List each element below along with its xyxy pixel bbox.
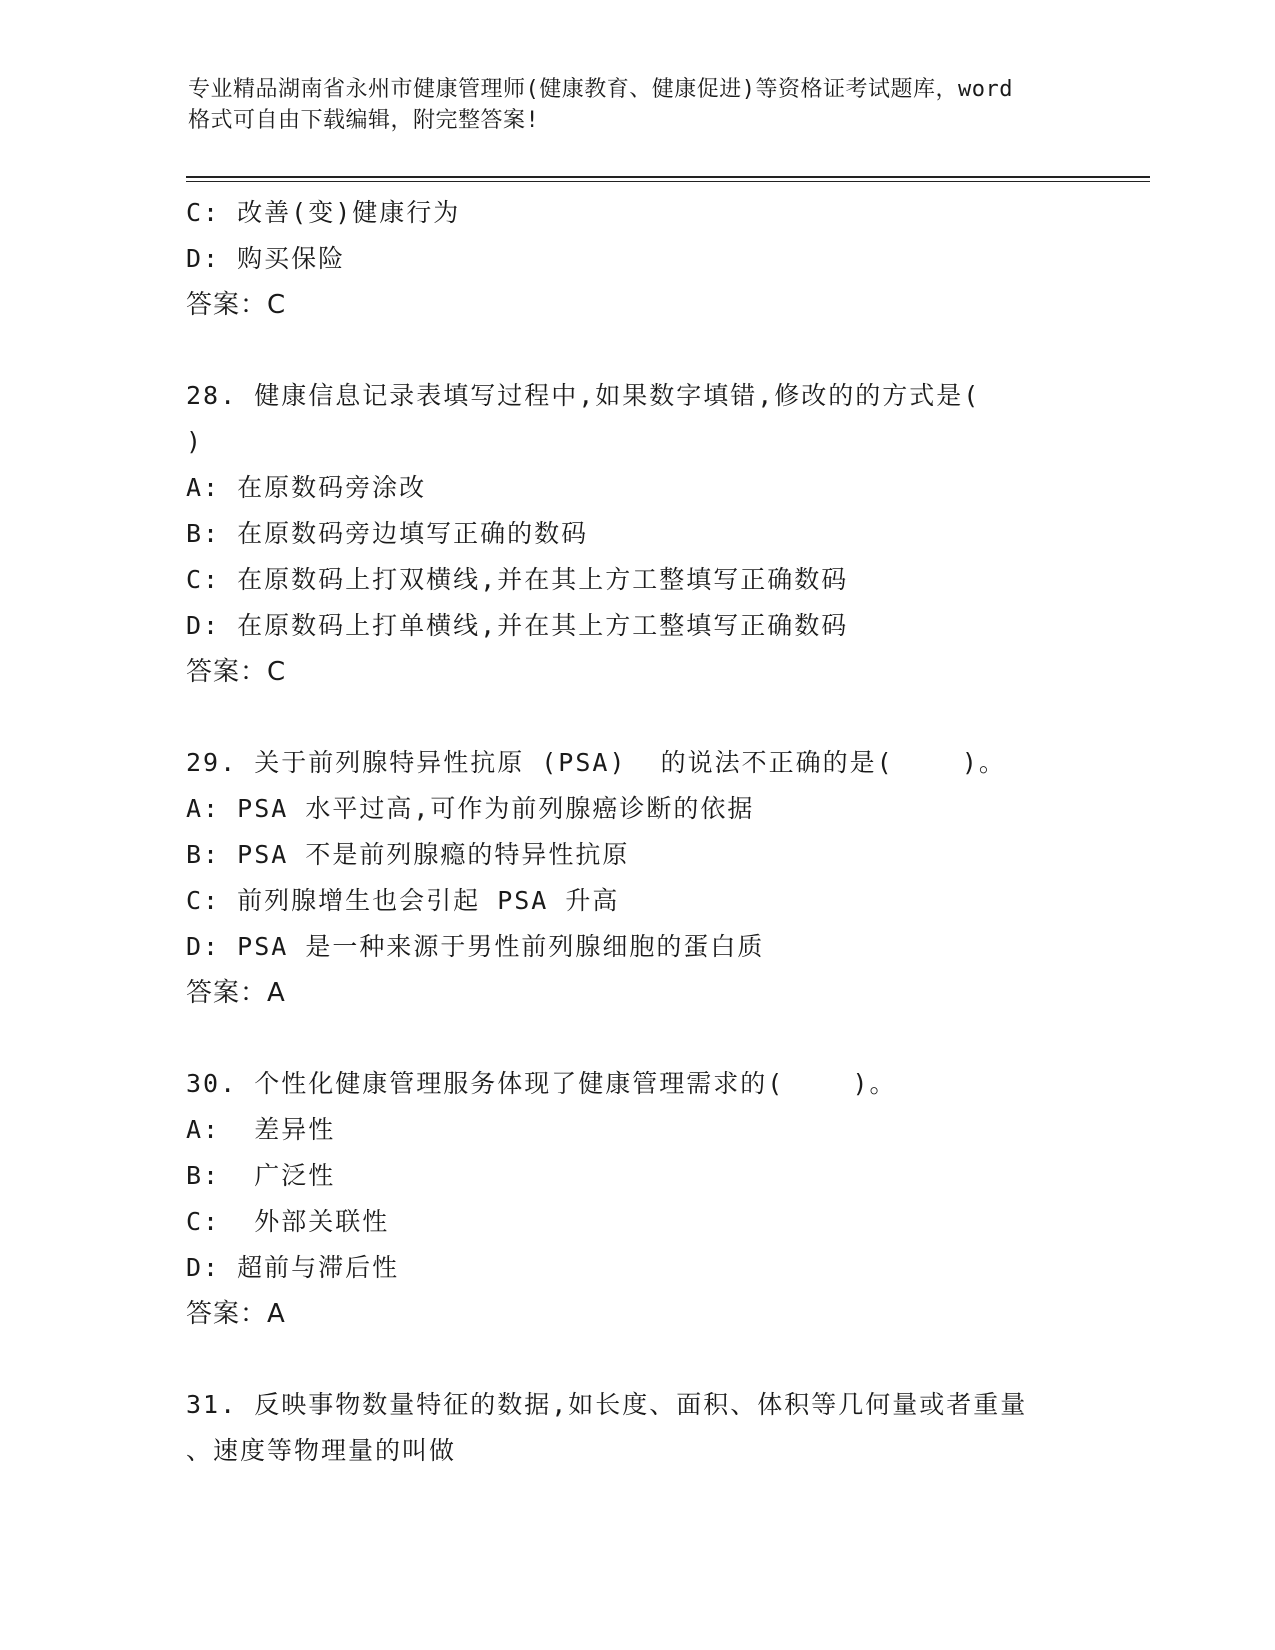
document-header <box>188 74 1088 136</box>
option-a: A: PSA 水平过高,可作为前列腺癌诊断的依据 <box>186 794 755 823</box>
option-b: B: PSA 不是前列腺瘾的特异性抗原 <box>186 840 630 869</box>
option-a: A: 差异性 <box>186 1115 336 1144</box>
answer: 答案：A <box>186 978 286 1008</box>
question-stem: 29. 关于前列腺特异性抗原 (PSA) 的说法不正确的是( )。 <box>186 748 1006 777</box>
previous-question-tail <box>186 190 1086 328</box>
option-d: D: PSA 是一种来源于男性前列腺细胞的蛋白质 <box>186 932 765 961</box>
option-c: C: 改善(变)健康行为 <box>186 198 461 227</box>
header-rule-thin <box>186 181 1150 182</box>
option-b: B: 广泛性 <box>186 1161 336 1190</box>
header-rule-thick <box>186 176 1150 178</box>
option-d: D: 购买保险 <box>186 244 346 273</box>
question-stem: 31. 反映事物数量特征的数据,如长度、面积、体积等几何量或者重量 <box>186 1390 1028 1419</box>
question-stem: 28. 健康信息记录表填写过程中,如果数字填错,修改的的方式是( <box>186 381 981 410</box>
question-28 <box>186 373 1086 695</box>
document-body <box>186 190 1086 1474</box>
question-stem: 30. 个性化健康管理服务体现了健康管理需求的( )。 <box>186 1069 897 1098</box>
option-d: D: 在原数码上打单横线,并在其上方工整填写正确数码 <box>186 611 849 640</box>
answer: 答案：A <box>186 1299 286 1329</box>
question-stem-continued: 、速度等物理量的叫做 <box>186 1436 457 1465</box>
question-30 <box>186 1061 1086 1337</box>
header-line-1: 专业精品湖南省永州市健康管理师(健康教育、健康促进)等资格证考试题库，word <box>188 77 1013 102</box>
question-stem-continued: ) <box>186 427 204 456</box>
header-line-2: 格式可自由下载编辑，附完整答案! <box>188 108 540 133</box>
answer: 答案：C <box>186 657 287 687</box>
question-29 <box>186 740 1086 1016</box>
option-a: A: 在原数码旁涂改 <box>186 473 427 502</box>
option-c: C: 外部关联性 <box>186 1207 390 1236</box>
option-b: B: 在原数码旁边填写正确的数码 <box>186 519 589 548</box>
option-c: C: 在原数码上打双横线,并在其上方工整填写正确数码 <box>186 565 849 594</box>
option-d: D: 超前与滞后性 <box>186 1253 400 1282</box>
answer: 答案：C <box>186 290 287 320</box>
option-c: C: 前列腺增生也会引起 PSA 升高 <box>186 886 620 915</box>
question-31 <box>186 1382 1086 1474</box>
